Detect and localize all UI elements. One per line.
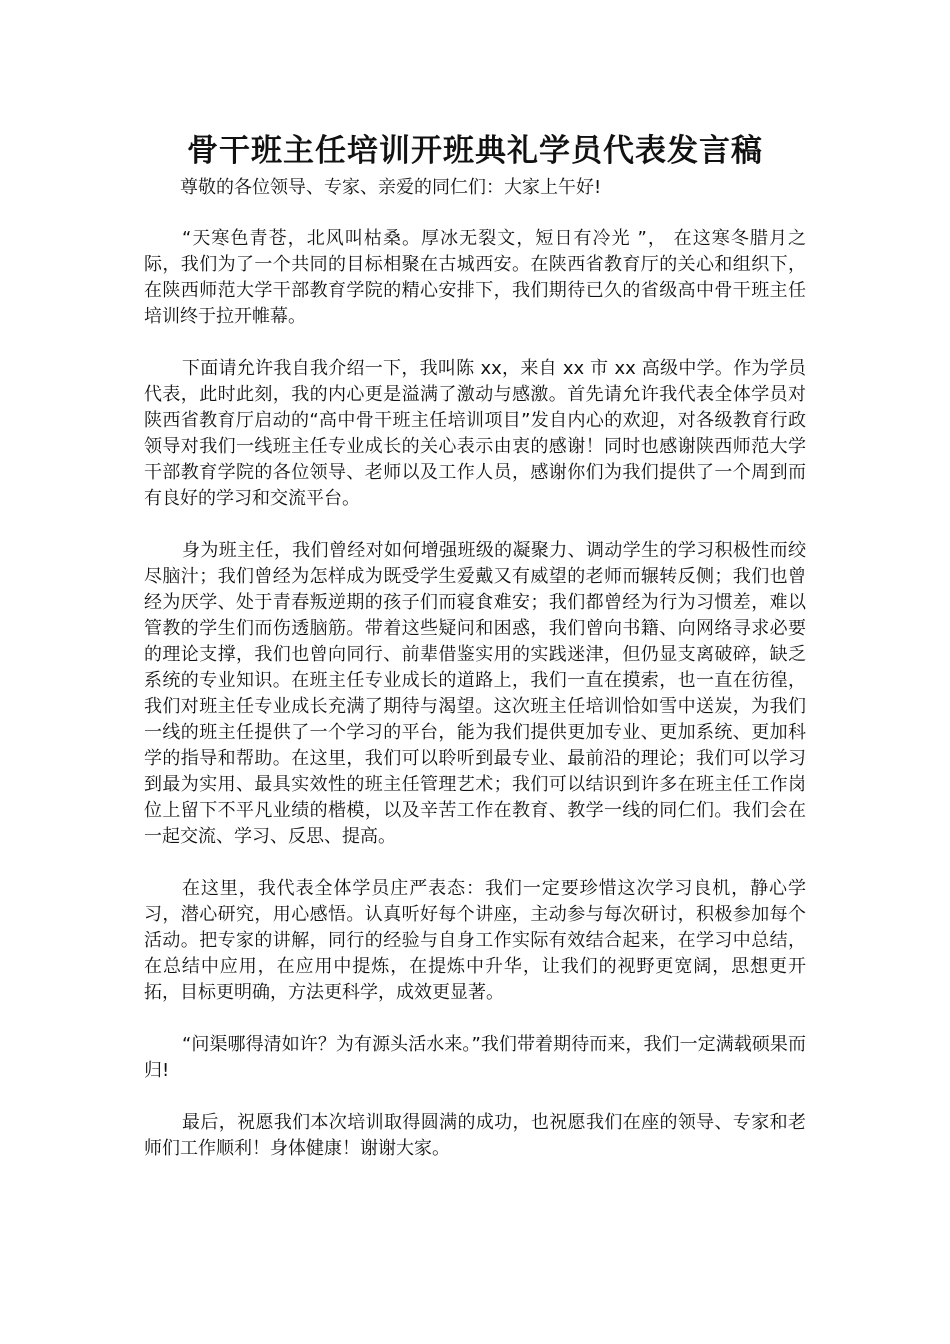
salutation: 尊敬的各位领导、专家、亲爱的同仁们：大家上午好!: [180, 177, 602, 198]
paragraph-closing: 最后，祝愿我们本次培训取得圆满的成功，也祝愿我们在座的领导、专家和老师们工作顺利！身体健康！谢谢大家。: [144, 1112, 806, 1159]
document-title: 骨干班主任培训开班典礼学员代表发言稿: [187, 133, 763, 169]
paragraph-opening-poem: “天寒色青苍，北风叫枯桑。厚冰无裂文，短日有冷光 ”， 在这寒冬腊月之际，我们为了一个共同的目标相聚在古城西安。在陕西省教育厅的关心和组织下，在陕西师范大学干部教育学院的精心安排下，我们期待已久的省级高中骨干班主任培训终于拉开帷幕。: [144, 228, 806, 327]
document-body: [144, 226, 806, 1188]
paragraph-quote: “问渠哪得清如许？为有源头活水来。”我们带着期待而来，我们一定满载硕果而归!: [144, 1034, 806, 1081]
paragraph-teacher-experience: 身为班主任，我们曾经对如何增强班级的凝聚力、调动学生的学习积极性而绞尽脑汁；我们曾经为怎样成为既受学生爱戴又有威望的老师而辗转反侧；我们也曾经为厌学、处于青春叛逆期的孩子们而寝食难安；我们都曾经为行为习惯差，难以管教的学生们而伤透脑筋。带着这些疑问和困惑，我们曾向书籍、向网络寻求必要的理论支撑，我们也曾向同行、前辈借鉴实用的实践迷津，但仍显支离破碎，缺乏系统的专业知识。在班主任专业成长的道路上，我们一直在摸索，也一直在彷徨，我们对班主任专业成长充满了期待与渴望。这次班主任培训恰如雪中送炭，为我们一线的班主任提供了一个学习的平台，能为我们提供更加专业、更加系统、更加科学的指导和帮助。在这里，我们可以聆听到最专业、最前沿的理论；我们可以学习到最为实用、最具实效性的班主任管理艺术；我们可以结识到许多在班主任工作岗位上留下不平凡业绩的楷模，以及辛苦工作在教育、教学一线的同仁们。我们会在一起交流、学习、反思、提高。: [144, 540, 806, 847]
paragraph-self-introduction: 下面请允许我自我介绍一下，我叫陈 xx，来自 xx 市 xx 高级中学。作为学员代表，此时此刻，我的内心更是溢满了激动与感激。首先请允许我代表全体学员对陕西省教育厅启动的“高中骨干班主任培训项目”发自内心的欢迎，对各级教育行政领导对我们一线班主任专业成长的关心表示由衷的感谢！同时也感谢陕西师范大学干部教育学院的各位领导、老师以及工作人员，感谢你们为我们提供了一个周到而有良好的学习和交流平台。: [144, 358, 806, 509]
paragraph-pledge: 在这里，我代表全体学员庄严表态：我们一定要珍惜这次学习良机，静心学习，潜心研究，用心感悟。认真听好每个讲座，主动参与每次研讨，积极参加每个活动。把专家的讲解，同行的经验与自身工作实际有效结合起来，在学习中总结，在总结中应用，在应用中提炼，在提炼中升华，让我们的视野更宽阔，思想更开拓，目标更明确，方法更科学，成效更显著。: [144, 878, 806, 1003]
